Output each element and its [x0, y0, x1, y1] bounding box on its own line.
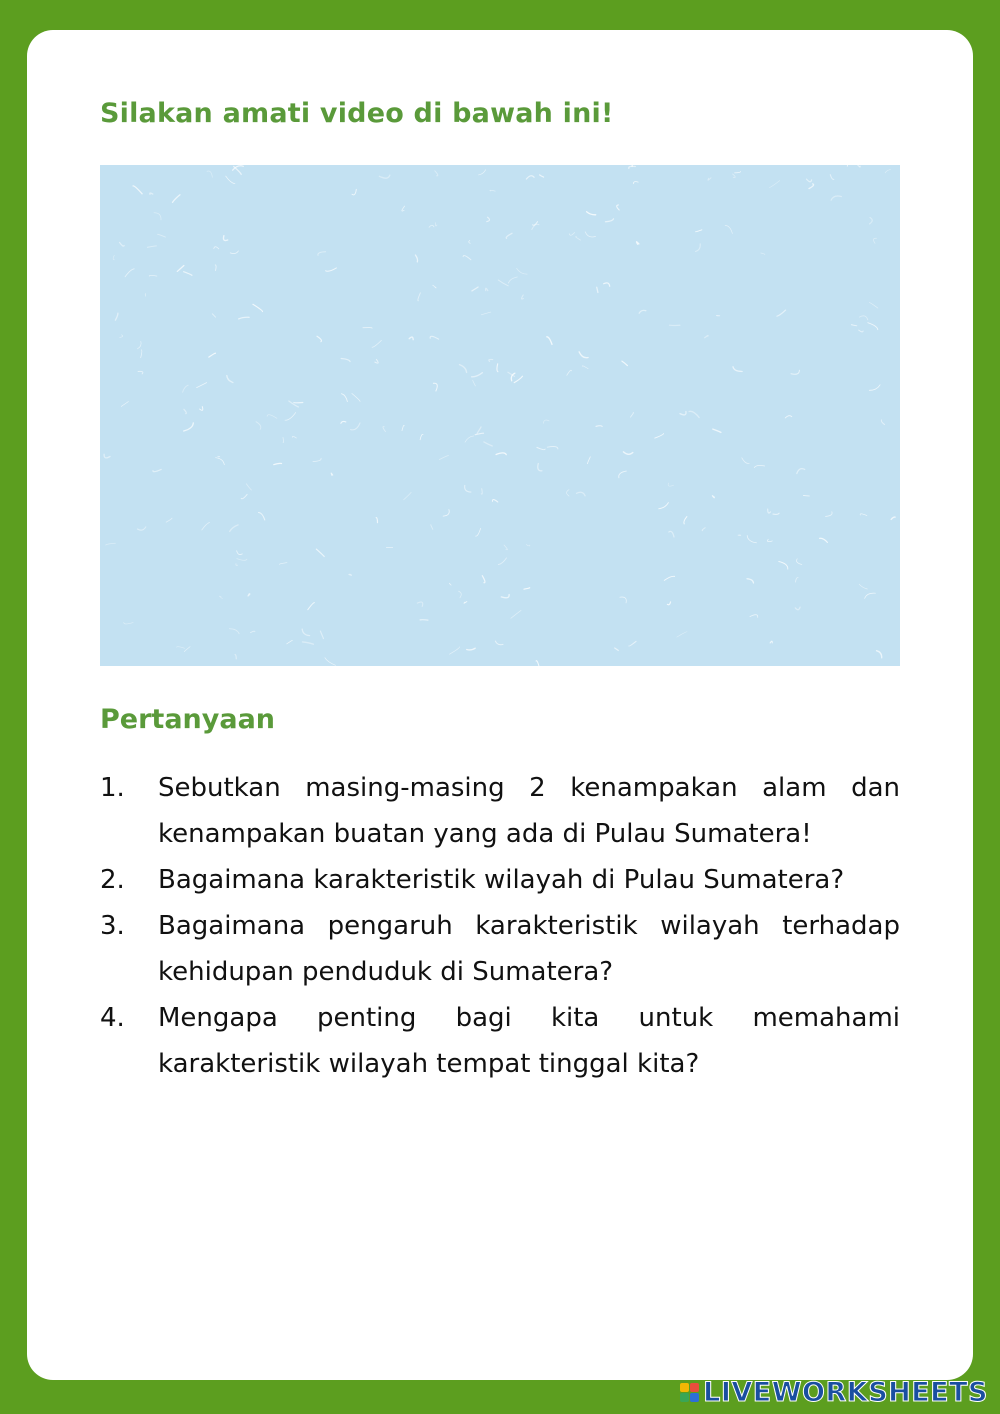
paper-fibre	[237, 551, 243, 555]
paper-fibre	[325, 658, 336, 666]
brand-name: LIVEWORKSHEETS	[703, 1377, 988, 1408]
paper-fibre	[246, 484, 251, 490]
paper-fibre	[615, 648, 619, 651]
paper-fibre	[506, 233, 512, 238]
paper-fibre	[352, 394, 360, 402]
paper-fibre	[725, 225, 732, 233]
paper-fibre	[137, 341, 141, 349]
paper-fibre	[197, 383, 207, 388]
paper-fibre	[747, 536, 756, 543]
paper-fibre	[667, 602, 670, 605]
paper-fibre	[227, 376, 233, 383]
paper-fibre	[738, 535, 741, 536]
paper-fibre	[526, 176, 534, 179]
paper-fibre	[881, 420, 884, 425]
paper-fibre	[375, 359, 378, 363]
paper-fibre	[289, 401, 299, 407]
paper-fibre	[230, 251, 238, 254]
paper-fibre	[487, 217, 490, 221]
question-number: 2.	[100, 865, 125, 895]
paper-texture	[100, 165, 900, 666]
question-number: 3.	[100, 911, 125, 941]
paper-fibre	[859, 584, 867, 589]
paper-fibre	[303, 642, 314, 644]
instruction-heading: Silakan amati video di bawah ini!	[100, 98, 614, 129]
paper-fibre	[777, 310, 786, 316]
paper-fibre	[492, 500, 497, 502]
paper-fibre	[486, 288, 488, 290]
paper-fibre	[795, 578, 798, 583]
paper-fibre	[579, 352, 588, 358]
paper-fibre	[877, 651, 882, 658]
paper-fibre	[826, 512, 833, 517]
paper-fibre	[138, 371, 143, 373]
paper-fibre	[449, 583, 451, 585]
paper-fibre	[597, 287, 598, 292]
paper-fibre	[869, 385, 880, 391]
paper-fibre	[536, 661, 539, 666]
paper-fibre	[620, 597, 626, 603]
paper-fibre	[450, 647, 460, 654]
paper-fibre	[747, 579, 754, 583]
paper-fibre	[498, 558, 506, 565]
paper-fibre	[582, 366, 588, 369]
liveworksheets-brand[interactable]	[680, 1377, 988, 1408]
paper-fibre	[154, 213, 161, 220]
paper-fibre	[153, 469, 161, 471]
paper-fibre	[202, 522, 210, 530]
paper-fibre	[219, 596, 222, 599]
paper-fibre	[274, 463, 282, 464]
paper-fibre	[351, 423, 361, 430]
paper-fibre	[440, 456, 449, 460]
paper-fibre	[481, 489, 482, 494]
paper-fibre	[632, 165, 633, 167]
paper-fibre	[113, 255, 114, 259]
paper-fibre	[435, 223, 437, 226]
paper-fibre	[490, 190, 495, 191]
paper-fibre	[768, 539, 773, 541]
paper-fibre	[677, 632, 687, 637]
paper-fibre	[259, 513, 265, 521]
question-text: Bagaimana karakteristik wilayah di Pulau Sumatera?	[158, 865, 845, 895]
paper-fibre	[267, 415, 277, 419]
paper-fibre	[133, 186, 142, 194]
question-list	[100, 765, 900, 1087]
paper-fibre	[680, 412, 686, 415]
paper-fibre	[236, 564, 238, 566]
paper-fibre	[514, 376, 522, 382]
questions-heading: Pertanyaan	[100, 704, 276, 735]
paper-fibre	[115, 313, 118, 320]
paper-fibre	[429, 225, 434, 227]
paper-fibre	[121, 402, 128, 407]
question-text: Bagaimana pengaruh karakteristik wilayah terhadap kehidupan penduduk di Sumatera?	[158, 911, 900, 987]
paper-fibre	[184, 647, 190, 652]
paper-fibre	[250, 631, 255, 632]
paper-fibre	[489, 359, 493, 361]
paper-fibre	[372, 340, 381, 347]
paper-fibre	[241, 494, 247, 498]
paper-fibre	[433, 285, 437, 288]
paper-fibre	[207, 171, 212, 177]
paper-fibre	[237, 559, 247, 561]
paper-fibre	[851, 325, 856, 326]
paper-fibre	[477, 427, 481, 433]
paper-fibre	[318, 252, 326, 256]
paper-fibre	[420, 434, 423, 439]
paper-fibre	[342, 394, 348, 402]
paper-fibre	[331, 473, 333, 475]
paper-fibre	[522, 295, 524, 299]
paper-fibre	[585, 232, 595, 237]
paper-fibre	[313, 458, 321, 461]
paper-fibre	[349, 574, 351, 575]
paper-fibre	[770, 641, 772, 643]
paper-fibre	[320, 631, 323, 638]
paper-fibre	[479, 170, 486, 175]
paper-fibre	[239, 317, 249, 319]
paper-fibre	[472, 373, 483, 377]
paper-fibre	[567, 490, 570, 497]
paper-fibre	[229, 629, 239, 634]
paper-fibre	[104, 454, 110, 458]
paper-fibre	[779, 562, 788, 570]
paper-fibre	[735, 172, 741, 173]
paper-fibre	[352, 189, 356, 195]
paper-fibre	[106, 543, 116, 545]
paper-fibre	[761, 253, 765, 254]
question-item-2	[100, 857, 900, 903]
paper-fibre	[538, 464, 542, 471]
paper-fibre	[631, 413, 634, 417]
question-number: 4.	[100, 1003, 125, 1033]
paper-fibre	[587, 212, 596, 215]
paper-fibre	[702, 528, 705, 531]
paper-fibre	[460, 365, 467, 373]
paper-fibre	[501, 595, 509, 598]
paper-fibre	[668, 483, 673, 486]
paper-fibre	[712, 496, 714, 498]
paper-fibre	[200, 407, 203, 411]
paper-fibre	[511, 610, 521, 618]
paper-fibre	[696, 230, 702, 232]
paper-fibre	[537, 447, 545, 449]
paper-fibre	[504, 545, 507, 550]
paper-fibre	[177, 266, 184, 272]
paper-fibre	[795, 607, 800, 610]
paper-fibre	[253, 304, 263, 311]
paper-fibre	[713, 429, 721, 432]
paper-fibre	[125, 269, 134, 277]
paper-fibre	[409, 337, 413, 340]
paper-fibre	[587, 457, 590, 464]
video-placeholder[interactable]	[100, 165, 900, 666]
paper-fibre	[148, 246, 157, 247]
paper-fibre	[467, 648, 476, 650]
paper-fibre	[870, 218, 873, 224]
paper-fibre	[696, 244, 701, 252]
paper-fibre	[791, 370, 799, 374]
paper-fibre	[733, 174, 736, 177]
paper-fibre	[577, 492, 586, 496]
paper-fibre	[326, 268, 337, 271]
paper-fibre	[177, 647, 185, 649]
paper-fibre	[482, 576, 485, 583]
paper-fibre	[496, 453, 506, 455]
paper-fibre	[279, 563, 287, 565]
paper-fibre	[287, 640, 293, 644]
paper-fibre	[158, 234, 166, 237]
paper-fibre	[484, 442, 492, 446]
paper-fibre	[383, 427, 386, 432]
paper-fibre	[664, 576, 674, 580]
paper-fibre	[576, 237, 581, 240]
question-text: Sebutkan masing-masing 2 kenampakan alam dan kenampakan buatan yang ada di Pulau Sumatera!	[158, 773, 900, 849]
paper-fibre	[633, 182, 638, 184]
paper-fibre	[567, 370, 572, 375]
paper-fibre	[376, 518, 377, 523]
paper-fibre	[629, 641, 636, 646]
paper-fibre	[120, 335, 123, 338]
paper-fibre	[223, 236, 227, 241]
paper-fibre	[768, 509, 771, 513]
paper-fibre	[481, 312, 491, 315]
paper-fibre	[226, 176, 235, 184]
paper-fibre	[803, 495, 809, 496]
paper-fibre	[124, 622, 133, 624]
paper-fibre	[619, 471, 627, 478]
paper-fibre	[708, 178, 711, 180]
paper-fibre	[797, 559, 802, 565]
paper-fibre	[465, 485, 471, 492]
paper-fibre	[459, 591, 462, 598]
paper-fibre	[292, 436, 296, 438]
paper-fibre	[184, 409, 186, 413]
question-number: 1.	[100, 773, 125, 803]
paper-fibre	[316, 549, 324, 557]
paper-fibre	[431, 525, 433, 530]
paper-fibre	[524, 588, 530, 590]
paper-fibre	[856, 165, 860, 167]
paper-fibre	[547, 446, 558, 448]
paper-fibre	[150, 193, 153, 194]
paper-fibre	[235, 655, 236, 659]
question-text: Mengapa penting bagi kita untuk memahami karakteristik wilayah tempat tinggal kita?	[158, 1003, 900, 1079]
paper-fibre	[754, 465, 764, 467]
paper-fibre	[623, 452, 632, 454]
paper-fibre	[859, 330, 863, 332]
paper-fibre	[669, 531, 674, 537]
paper-fibre	[869, 303, 878, 309]
paper-fibre	[415, 255, 417, 262]
paper-fibre	[885, 170, 890, 173]
paper-fibre	[705, 336, 708, 338]
paper-fibre	[526, 545, 530, 546]
paper-fibre	[183, 385, 189, 392]
paper-fibre	[773, 513, 779, 514]
paper-fibre	[402, 425, 404, 430]
paper-fibre	[865, 593, 876, 598]
paper-fibre	[540, 175, 544, 177]
paper-fibre	[547, 337, 552, 345]
question-item-4	[100, 995, 900, 1087]
paper-fibre	[418, 293, 421, 301]
paper-fibre	[149, 275, 157, 276]
paper-fibre	[830, 175, 834, 180]
paper-fibre	[605, 219, 613, 222]
paper-fibre	[733, 367, 742, 372]
paper-fibre	[637, 242, 639, 244]
paper-fibre	[404, 492, 411, 499]
paper-fibre	[379, 175, 389, 178]
paper-fibre	[184, 423, 194, 431]
paper-fibre	[859, 316, 867, 320]
paper-fibre	[617, 205, 620, 210]
paper-fibre	[769, 181, 779, 188]
paper-fibre	[341, 359, 350, 362]
paper-fibre	[285, 413, 296, 421]
paper-fibre	[137, 527, 145, 530]
paper-fibre	[433, 383, 437, 391]
paper-fibre	[689, 411, 699, 417]
paper-fibre	[230, 525, 238, 532]
paper-fibre	[283, 438, 284, 443]
paper-fibre	[212, 314, 215, 317]
paper-fibre	[317, 336, 321, 342]
paper-fibre	[596, 426, 602, 427]
paper-fibre	[809, 184, 814, 189]
paper-fibre	[209, 353, 216, 357]
paper-fibre	[435, 171, 438, 176]
paper-fibre	[750, 615, 758, 618]
paper-fibre	[216, 458, 225, 465]
paper-fibre	[302, 629, 309, 635]
paper-fibre	[868, 323, 878, 330]
question-item-1	[100, 765, 900, 857]
paper-fibre	[173, 195, 181, 203]
paper-fibre	[465, 436, 474, 442]
paper-fibre	[402, 206, 405, 211]
paper-fibre	[820, 538, 828, 542]
paper-fibre	[797, 469, 805, 474]
paper-fibre	[443, 510, 449, 517]
paper-fibre	[639, 310, 646, 313]
liveworksheets-logo-icon	[680, 1383, 699, 1402]
paper-fibre	[472, 287, 478, 291]
paper-fibre	[308, 603, 315, 610]
paper-fibre	[141, 350, 142, 358]
paper-fibre	[475, 433, 483, 435]
paper-fibre	[341, 421, 346, 423]
paper-fibre	[498, 280, 508, 286]
paper-fibre	[873, 238, 876, 243]
paper-fibre	[742, 458, 749, 464]
question-item-3	[100, 903, 900, 995]
paper-fibre	[807, 179, 812, 182]
paper-fibre	[166, 518, 172, 522]
paper-fibre	[497, 364, 498, 372]
paper-fibre	[508, 277, 517, 283]
paper-fibre	[604, 283, 610, 286]
paper-fibre	[215, 265, 216, 271]
paper-fibre	[495, 641, 503, 645]
paper-fibre	[846, 165, 848, 166]
paper-fibre	[363, 328, 372, 329]
paper-fibre	[543, 420, 549, 423]
paper-fibre	[120, 242, 125, 246]
paper-fibre	[684, 517, 687, 524]
paper-fibre	[256, 422, 261, 430]
paper-fibre	[891, 517, 895, 519]
paper-fibre	[464, 602, 467, 604]
paper-fibre	[463, 256, 471, 260]
paper-fibre	[417, 602, 422, 606]
paper-fibre	[184, 272, 192, 276]
paper-fibre	[517, 268, 528, 274]
paper-fibre	[785, 416, 792, 418]
paper-fibre	[659, 503, 669, 509]
paper-fibre	[214, 247, 219, 249]
paper-fibre	[569, 233, 574, 236]
paper-fibre	[655, 434, 664, 439]
paper-fibre	[430, 336, 438, 339]
paper-fibre	[622, 361, 628, 366]
paper-fibre	[248, 594, 250, 596]
paper-fibre	[831, 196, 841, 200]
paper-fibre	[469, 240, 471, 243]
paper-fibre	[473, 380, 476, 386]
paper-fibre	[217, 456, 219, 457]
paper-fibre	[476, 528, 481, 536]
paper-fibre	[860, 514, 867, 516]
